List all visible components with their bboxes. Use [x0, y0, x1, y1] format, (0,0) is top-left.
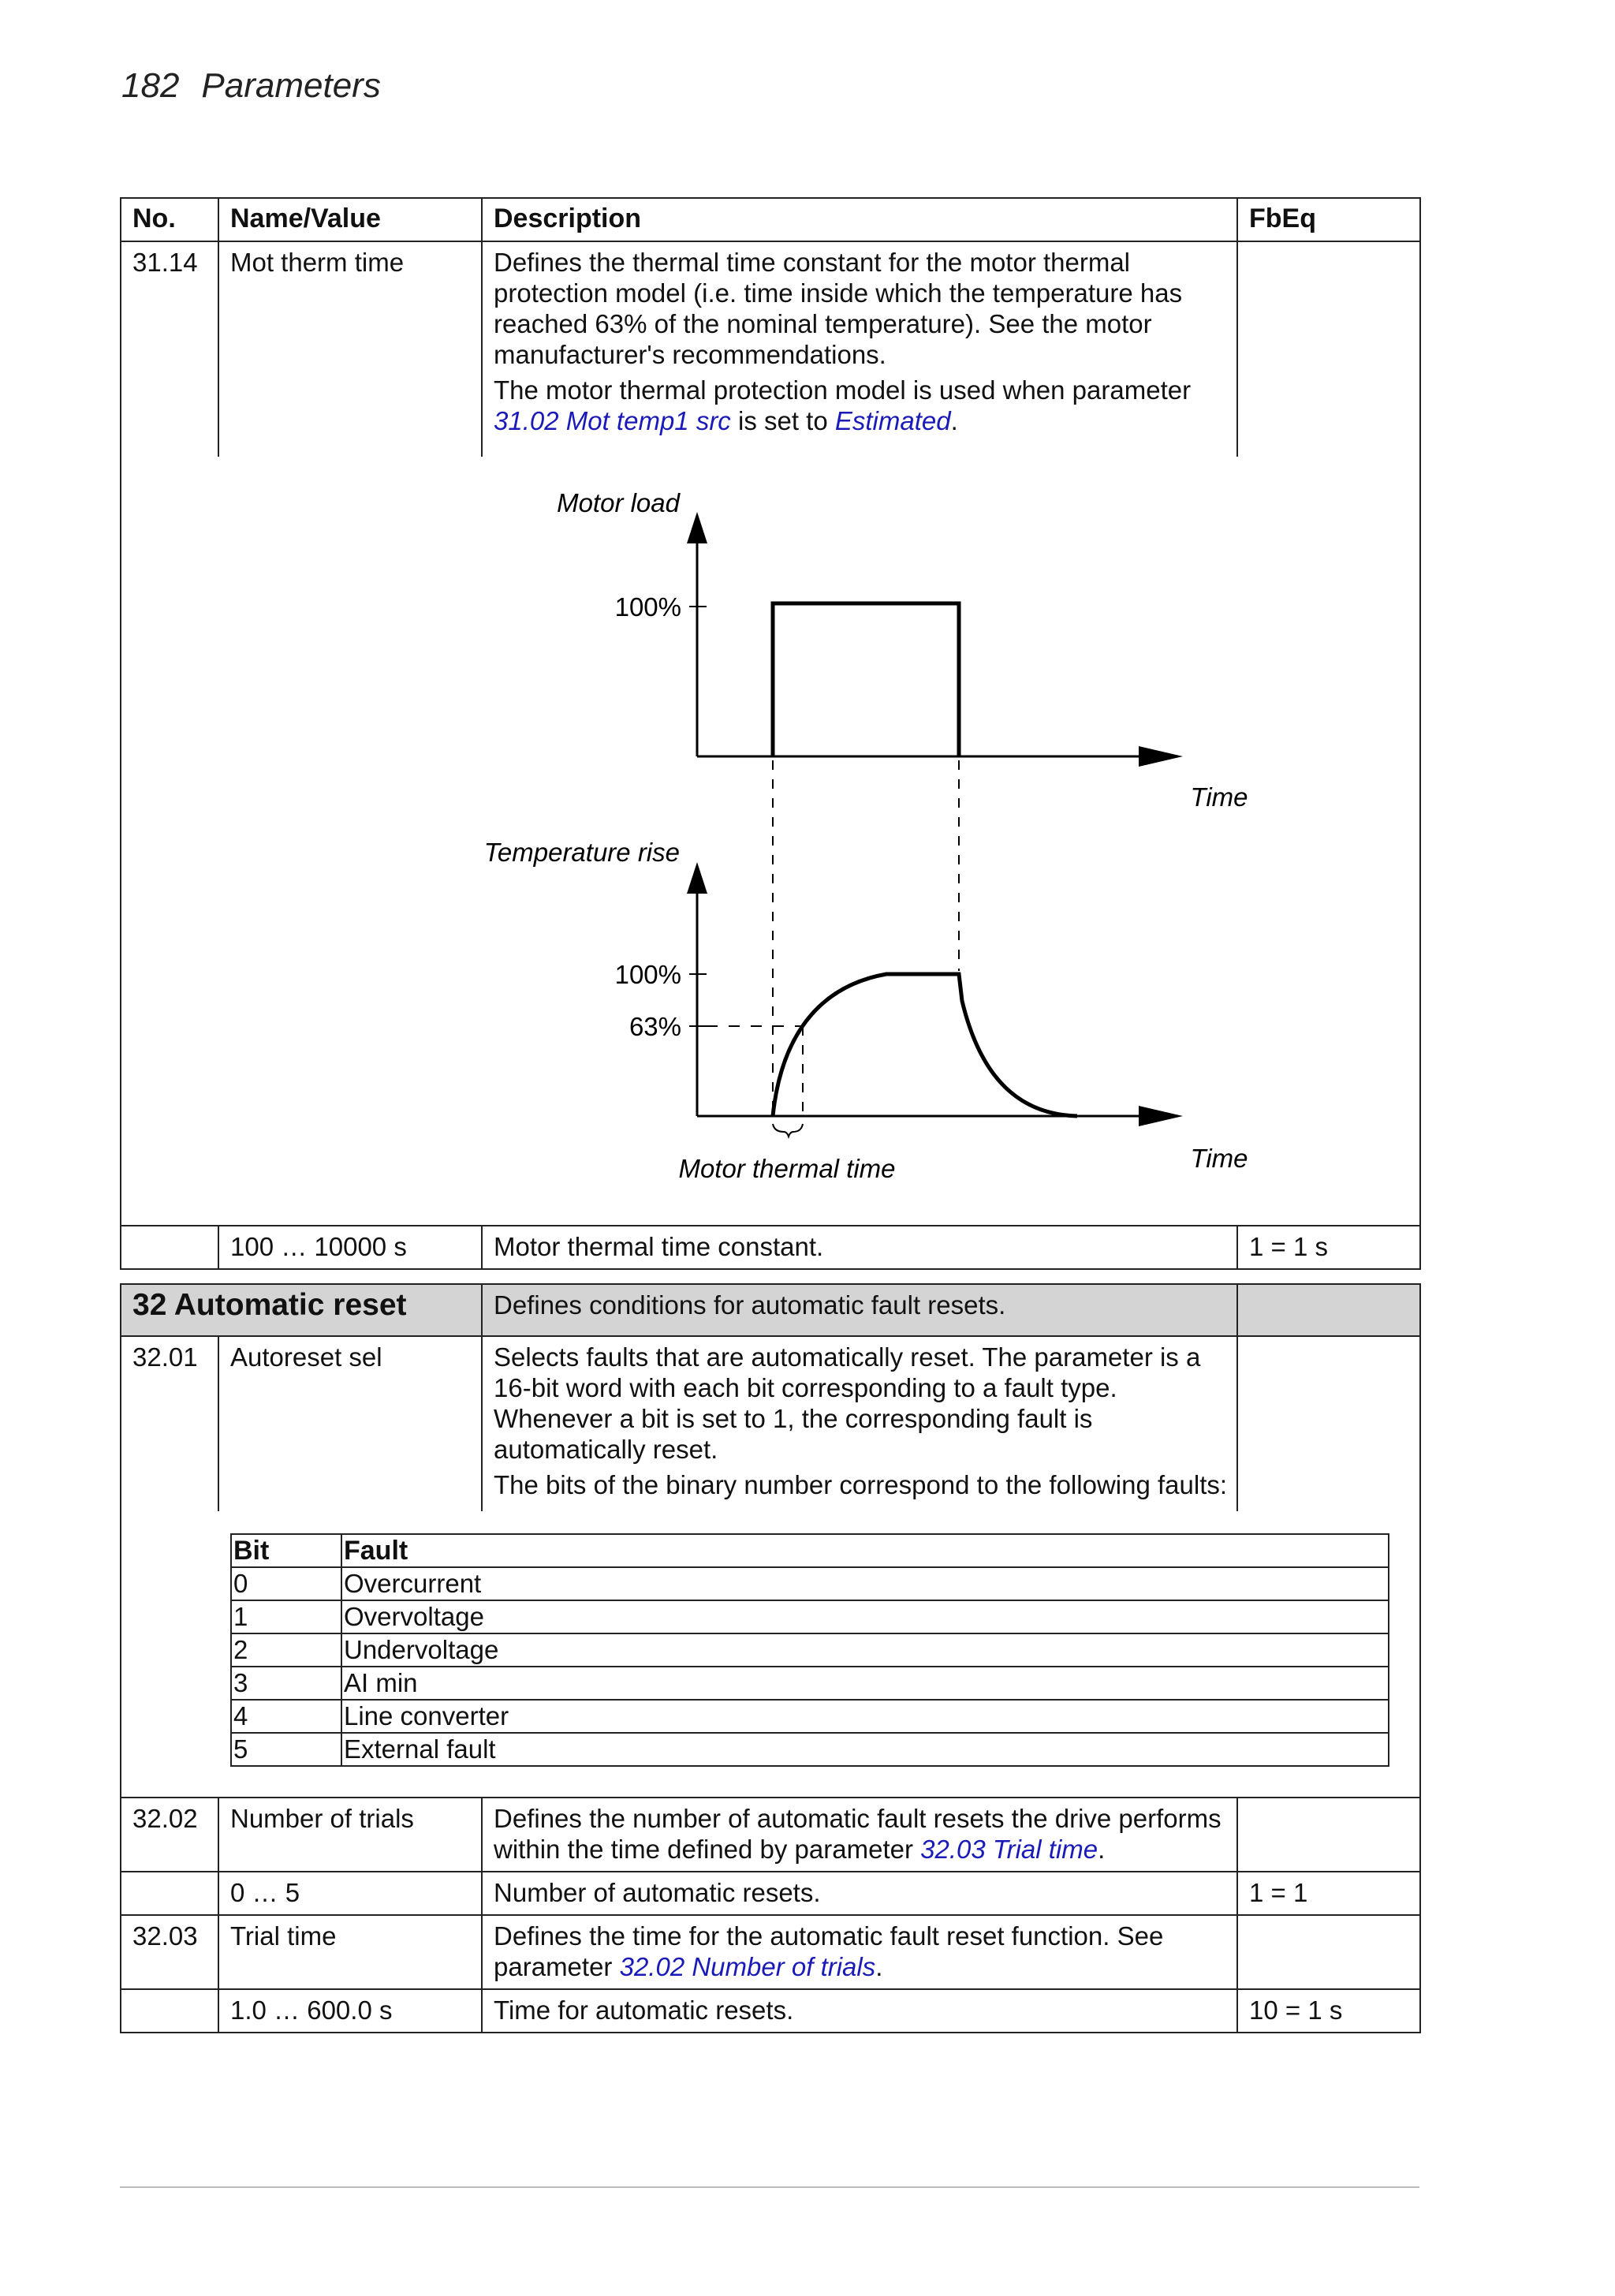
param-fbeq: [1237, 1336, 1420, 1511]
label-time-top: Time: [1190, 782, 1248, 812]
group-title: 32 Automatic reset: [121, 1284, 482, 1336]
param-no: 32.03: [121, 1915, 218, 1989]
table-row: [231, 1700, 1389, 1733]
param-fbeq: [1237, 1798, 1420, 1872]
bit-value: 1: [231, 1600, 341, 1633]
thermal-time-brace: [773, 1124, 803, 1137]
link-32-02[interactable]: 32.02 Number of trials: [619, 1952, 876, 1981]
desc-text: .: [875, 1952, 883, 1981]
value-row-3114: [121, 1226, 1420, 1269]
param-fbeq: 1 = 1 s: [1237, 1226, 1420, 1269]
param-range: 0 … 5: [218, 1872, 482, 1915]
group-desc: Defines conditions for automatic fault resets.: [482, 1284, 1237, 1336]
fault-name: Undervoltage: [341, 1633, 1389, 1667]
param-range-desc: Time for automatic resets.: [482, 1989, 1237, 2033]
desc-text: Defines the time for the automatic fault reset function. See parameter: [494, 1921, 1164, 1981]
table-row: [231, 1567, 1389, 1600]
label-63: 63%: [628, 1012, 681, 1041]
label-100-top: 100%: [614, 592, 681, 622]
table-header-row: [121, 198, 1420, 241]
col-name: Name/Value: [218, 198, 482, 241]
label-time-bottom: Time: [1190, 1144, 1248, 1173]
bit-value: 2: [231, 1633, 341, 1667]
desc-text: .: [1098, 1835, 1106, 1864]
desc-para-2: The bits of the binary number correspond to the following faults:: [494, 1470, 1228, 1499]
param-desc: [482, 1798, 1237, 1872]
param-range: 1.0 … 600.0 s: [218, 1989, 482, 2033]
load-pulse: [773, 603, 959, 756]
param-desc: [482, 1915, 1237, 1989]
param-row-3201: [121, 1336, 1420, 1511]
col-fbeq: FbEq: [1237, 198, 1420, 241]
label-temperature-rise: Temperature rise: [483, 838, 680, 867]
desc-text: Defines the number of automatic fault resets the drive performs within the time defined by parameter: [494, 1804, 1222, 1864]
param-no: 31.14: [121, 241, 218, 457]
figure-cell: [121, 457, 1420, 1226]
desc-para-2: [494, 375, 1227, 436]
link-estimated[interactable]: Estimated: [834, 406, 951, 435]
value-row-3203: [121, 1989, 1420, 2033]
param-no: [121, 1872, 218, 1915]
link-32-03[interactable]: 32.03 Trial time: [920, 1835, 1098, 1864]
fault-name: Overcurrent: [341, 1567, 1389, 1600]
desc-para-1: Defines the thermal time constant for the motor thermal protection model (i.e. time inside which the temperature has reached 63% of the nominal temperature). See the motor manufacturer's recommendations.: [494, 248, 1183, 369]
figure-row: [121, 457, 1420, 1226]
fault-name: Overvoltage: [341, 1600, 1389, 1633]
param-no: 32.01: [121, 1336, 218, 1511]
param-fbeq: [1237, 1915, 1420, 1989]
param-range-desc: Number of automatic resets.: [482, 1872, 1237, 1915]
table-row: [231, 1633, 1389, 1667]
param-desc: [482, 241, 1237, 457]
param-row-3114: [121, 241, 1420, 457]
desc-text: The motor thermal protection model is used when parameter: [494, 375, 1192, 405]
param-range: 100 … 10000 s: [218, 1226, 482, 1269]
desc-text: .: [950, 406, 958, 435]
param-fbeq: 1 = 1: [1237, 1872, 1420, 1915]
param-no: 32.02: [121, 1798, 218, 1872]
bit-value: 5: [231, 1733, 341, 1766]
link-31-02[interactable]: 31.02 Mot temp1 src: [494, 406, 731, 435]
bits-row: [121, 1511, 1420, 1798]
footer-rule: [120, 2186, 1419, 2188]
param-no: [121, 1226, 218, 1269]
col-no: No.: [121, 198, 218, 241]
load-x-arrow: [1139, 746, 1183, 767]
fault-name: External fault: [341, 1733, 1389, 1766]
bits-cell: [121, 1511, 1420, 1798]
label-motor-load: Motor load: [557, 488, 680, 517]
param-range-desc: Motor thermal time constant.: [482, 1226, 1237, 1269]
table-row: [231, 1600, 1389, 1633]
table-row: [231, 1667, 1389, 1700]
page-number: 182: [121, 66, 180, 105]
param-name: Autoreset sel: [218, 1336, 482, 1511]
group-fbeq: [1237, 1284, 1420, 1336]
param-desc: [482, 1336, 1237, 1511]
param-name: Mot therm time: [218, 241, 482, 457]
col-desc: Description: [482, 198, 1237, 241]
temp-x-arrow: [1139, 1106, 1183, 1126]
bit-value: 0: [231, 1567, 341, 1600]
param-name: Trial time: [218, 1915, 482, 1989]
table-row: [231, 1733, 1389, 1766]
bits-h-bit: Bit: [231, 1534, 341, 1567]
bit-value: 4: [231, 1700, 341, 1733]
value-row-3202: [121, 1872, 1420, 1915]
page-header: [121, 66, 381, 106]
fault-name: AI min: [341, 1667, 1389, 1700]
desc-para-1: Selects faults that are automatically reset. The parameter is a 16-bit word with each bit corresponding to a fault type. Whenever a bit is set to 1, the corresponding fault is automatically reset.: [494, 1342, 1201, 1464]
param-name: Number of trials: [218, 1798, 482, 1872]
thermal-diagram: [121, 457, 1418, 1225]
param-row-3202: [121, 1798, 1420, 1872]
parameter-table-31: [120, 197, 1421, 1270]
param-fbeq: 10 = 1 s: [1237, 1989, 1420, 2033]
group-row-32: [121, 1284, 1420, 1336]
label-100-bottom: 100%: [614, 960, 681, 989]
param-row-3203: [121, 1915, 1420, 1989]
fault-bits-table: [230, 1533, 1389, 1767]
temp-y-arrow: [687, 862, 707, 894]
bits-header: [231, 1534, 1389, 1567]
bit-value: 3: [231, 1667, 341, 1700]
temperature-curve: [773, 974, 1077, 1116]
param-fbeq: [1237, 241, 1420, 457]
desc-text: is set to: [737, 406, 828, 435]
label-motor-thermal-time: Motor thermal time: [678, 1154, 896, 1183]
param-no: [121, 1989, 218, 2033]
bits-h-fault: Fault: [341, 1534, 1389, 1567]
parameter-table-32: [120, 1283, 1421, 2033]
fault-name: Line converter: [341, 1700, 1389, 1733]
load-y-arrow: [687, 512, 707, 543]
section-title: Parameters: [201, 66, 381, 105]
